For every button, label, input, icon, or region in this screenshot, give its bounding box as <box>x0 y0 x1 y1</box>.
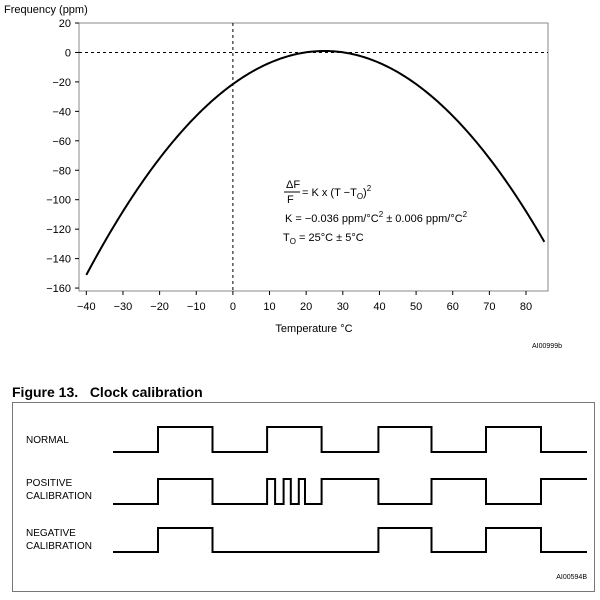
x-ticks <box>77 291 532 313</box>
y-tick-label: −100 <box>46 194 71 207</box>
clock-figure-code: AI00594B <box>556 574 587 581</box>
x-tick-label: 70 <box>483 301 496 313</box>
clock-row-label: NORMAL <box>26 435 69 446</box>
y-tick-label: −20 <box>52 76 71 89</box>
y-axis-label: Frequency (ppm) <box>4 4 88 16</box>
x-tick-label: 50 <box>409 301 423 313</box>
chart-figure-code: AI00999b <box>532 343 562 350</box>
x-tick-label: −20 <box>150 301 169 313</box>
x-tick-label: −30 <box>113 301 133 313</box>
y-tick-label: 0 <box>64 47 71 60</box>
x-tick-label: 40 <box>373 301 386 313</box>
x-tick-label: 30 <box>336 301 349 313</box>
x-tick-label: 80 <box>519 301 533 313</box>
figure-number: Figure 13. <box>12 384 79 400</box>
y-tick-label: −140 <box>46 253 71 266</box>
figure-caption: Clock calibration <box>89 384 203 400</box>
clock-calibration-diagram <box>12 402 595 592</box>
x-tick-label: 60 <box>446 301 459 313</box>
x-tick-label: 0 <box>229 301 236 313</box>
clock-waveform <box>113 427 587 452</box>
y-tick-label: −40 <box>52 106 71 119</box>
x-tick-label: −40 <box>76 301 96 313</box>
clock-waveforms <box>13 403 594 591</box>
clock-row-label: POSITIVE CALIBRATION <box>26 478 92 502</box>
figure-title <box>12 384 203 400</box>
y-tick-label: 20 <box>58 18 71 30</box>
y-tick-label: −80 <box>52 165 71 178</box>
y-tick-label: −120 <box>46 224 71 237</box>
clock-row-label: NEGATIVE CALIBRATION <box>26 528 92 552</box>
y-tick-label: −60 <box>52 135 71 148</box>
clock-waveform <box>113 528 587 552</box>
formula-fraction-numerator: ΔF <box>286 179 301 191</box>
formula-fraction-denominator: F <box>287 194 294 206</box>
y-tick-label: −160 <box>46 283 71 296</box>
formula-main: = K x $(T -T_O)^2$ <box>302 184 372 201</box>
x-axis-label: Temperature °C <box>275 323 353 335</box>
y-ticks <box>46 18 79 295</box>
formula-t0-line: $T_O = 25^\circ C \pm 5^\circ C$ <box>283 232 364 246</box>
plot-area <box>79 23 548 291</box>
x-tick-label: 10 <box>263 301 276 313</box>
x-tick-label: 20 <box>300 301 313 313</box>
x-tick-label: −10 <box>186 301 206 313</box>
formula-k-line: K = −0.036 ppm/$^\circ C^2 \pm 0.006$ ppm/$^\circ C^2$ <box>285 210 468 225</box>
formula-annotation <box>283 179 468 246</box>
clock-waveform <box>113 479 587 504</box>
